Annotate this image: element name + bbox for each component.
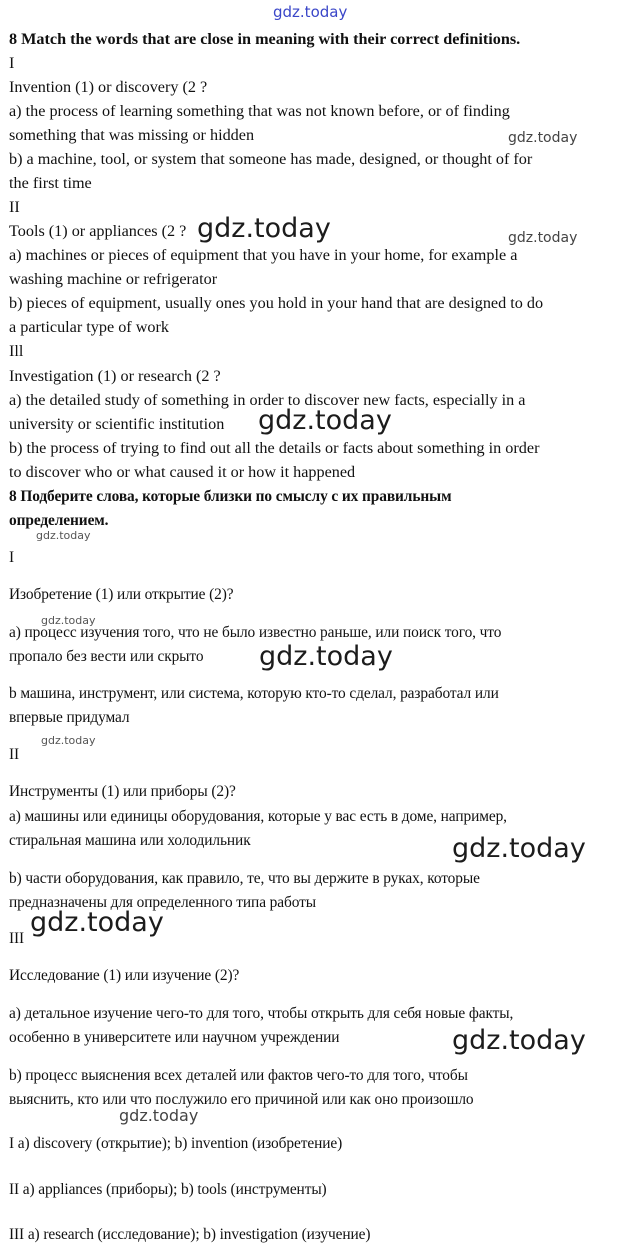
watermark: gdz.today: [508, 130, 578, 146]
answer-2: II a) appliances (приборы); b) tools (инструменты): [9, 1181, 327, 1198]
en-s2-a-line1: a) machines or pieces of equipment that you have in your home, for example a: [9, 246, 518, 264]
ru-s1-num: I: [9, 549, 15, 566]
watermark: gdz.today: [508, 230, 578, 246]
ru-s1-a-line1: а) процесс изучения того, что не было известно раньше, или поиск того, что: [9, 624, 502, 641]
answer-3: III a) research (исследование); b) investigation (изучение): [9, 1226, 371, 1243]
en-s2-question: Tools (1) or appliances (2 ?: [9, 222, 187, 240]
watermark: gdz.today: [36, 529, 91, 542]
watermark: gdz.today: [258, 405, 392, 436]
ru-s2-a-line2: стиральная машина или холодильник: [9, 832, 251, 849]
ru-s3-a-line1: а) детальное изучение чего-то для того, чтобы открыть для себя новые факты,: [9, 1005, 514, 1022]
watermark: gdz.today: [452, 1025, 586, 1056]
en-s3-num: Ill: [9, 342, 24, 360]
watermark: gdz.today: [41, 614, 96, 627]
ru-s3-b-line2: выяснить, кто или что послужило его причиной или как оно произошло: [9, 1091, 474, 1108]
answer-1: I a) discovery (открытие); b) invention (изобретение): [9, 1135, 343, 1152]
watermark: gdz.today: [30, 907, 164, 938]
watermark-top: gdz.today: [273, 3, 348, 21]
ru-s1-question: Изобретение (1) или открытие (2)?: [9, 586, 234, 603]
en-s1-a-line1: a) the process of learning something that was not known before, or of finding: [9, 102, 510, 120]
ru-s3-a-line2: особенно в университете или научном учреждении: [9, 1029, 340, 1046]
ru-title-line2: определением.: [9, 512, 109, 529]
ru-s2-b-line2: предназначены для определенного типа работы: [9, 894, 316, 911]
ru-s2-num: II: [9, 746, 20, 763]
en-s1-question: Invention (1) or discovery (2 ?: [9, 78, 208, 96]
ru-s3-question: Исследование (1) или изучение (2)?: [9, 967, 240, 984]
en-s1-b-line1: b) a machine, tool, or system that someone has made, designed, or thought of for: [9, 150, 533, 168]
ru-s1-b-line1: b машина, инструмент, или система, которую кто-то сделал, разработал или: [9, 685, 499, 702]
en-title: 8 Match the words that are close in meaning with their correct definitions.: [9, 30, 521, 48]
ru-title-line1: 8 Подберите слова, которые близки по смыслу с их правильным: [9, 488, 452, 505]
en-s2-b-line1: b) pieces of equipment, usually ones you hold in your hand that are designed to do: [9, 294, 544, 312]
ru-s2-b-line1: b) части оборудования, как правило, те, что вы держите в руках, которые: [9, 870, 480, 887]
watermark: gdz.today: [197, 213, 331, 244]
en-s3-a-line2: university or scientific institution: [9, 415, 225, 433]
watermark: gdz.today: [452, 833, 586, 864]
en-s2-a-line2: washing machine or refrigerator: [9, 270, 218, 288]
en-s1-b-line2: the first time: [9, 174, 92, 192]
ru-s1-b-line2: впервые придумал: [9, 709, 130, 726]
en-s3-b-line1: b) the process of trying to find out all the details or facts about something in order: [9, 439, 540, 457]
en-s3-a-line1: a) the detailed study of something in order to discover new facts, especially in a: [9, 391, 526, 409]
ru-s2-a-line1: а) машины или единицы оборудования, которые у вас есть в доме, например,: [9, 808, 507, 825]
en-s1-a-line2: something that was missing or hidden: [9, 126, 255, 144]
en-s3-b-line2: to discover who or what caused it or how it happened: [9, 463, 356, 481]
watermark: gdz.today: [259, 641, 393, 672]
ru-s2-question: Инструменты (1) или приборы (2)?: [9, 783, 236, 800]
en-s3-question: Investigation (1) or research (2 ?: [9, 367, 221, 385]
ru-s3-num: III: [9, 930, 25, 947]
ru-s3-b-line1: b) процесс выяснения всех деталей или фактов чего-то для того, чтобы: [9, 1067, 468, 1084]
ru-s1-a-line2: пропало без вести или скрыто: [9, 648, 204, 665]
watermark: gdz.today: [119, 1106, 199, 1125]
en-s2-num: II: [9, 198, 20, 216]
en-s1-num: I: [9, 54, 15, 72]
watermark: gdz.today: [41, 734, 96, 747]
en-s2-b-line2: a particular type of work: [9, 318, 170, 336]
